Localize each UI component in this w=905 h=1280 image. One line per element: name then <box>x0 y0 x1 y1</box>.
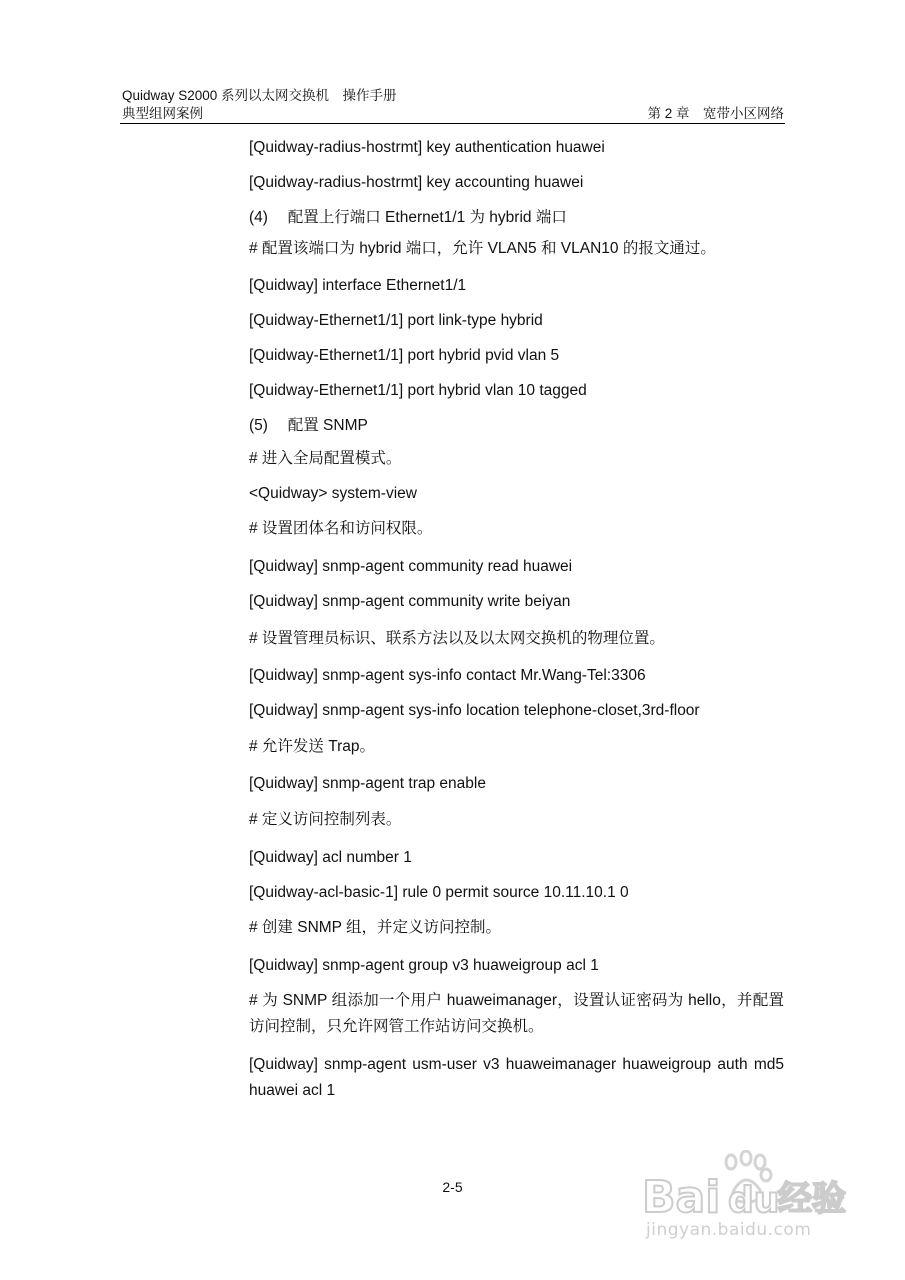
comment-line: # 进入全局配置模式。 <box>249 450 402 467</box>
comment-line: # 配置该端口为 hybrid 端口，允许 VLAN5 和 VLAN10 的报文通过。 <box>249 240 716 257</box>
comment-line: # 创建 SNMP 组，并定义访问控制。 <box>249 919 502 936</box>
step-heading: (5) 配置 SNMP <box>249 417 368 434</box>
comment-line: # 设置管理员标识、联系方法以及以太网交换机的物理位置。 <box>249 630 665 647</box>
baidu-logo-icon <box>636 1150 866 1220</box>
manual-title: Quidway S2000 系列以太网交换机 操作手册 <box>122 88 397 103</box>
svg-text:经验: 经验 <box>778 1179 846 1219</box>
config-line: <Quidway> system-view <box>249 485 417 502</box>
comment-line: # 定义访问控制列表。 <box>249 811 402 828</box>
config-line: [Quidway-Ethernet1/1] port link-type hybrid <box>249 312 543 329</box>
config-line: [Quidway] snmp-agent community write beiyan <box>249 593 571 610</box>
header-divider <box>120 123 785 124</box>
svg-text:Bai: Bai <box>642 1172 721 1220</box>
comment-line: # 设置团体名和访问权限。 <box>249 520 433 537</box>
page-number: 2-5 <box>442 1179 463 1195</box>
config-paragraph: [Quidway] snmp-agent usm-user v3 huaweimanager huaweigroup auth md5 huawei acl 1 <box>249 1056 784 1099</box>
section-title: 典型组网案例 <box>122 106 203 121</box>
config-line: [Quidway-acl-basic-1] rule 0 permit source 10.11.10.1 0 <box>249 884 629 901</box>
comment-line: # 允许发送 Trap。 <box>249 738 376 755</box>
config-line: [Quidway] snmp-agent community read huawei <box>249 558 573 575</box>
config-line: [Quidway] snmp-agent trap enable <box>249 775 486 792</box>
watermark-url: jingyan.baidu.com <box>646 1220 812 1240</box>
config-line: [Quidway-Ethernet1/1] port hybrid vlan 10 tagged <box>249 382 587 399</box>
config-line: [Quidway] interface Ethernet1/1 <box>249 277 467 294</box>
config-line: [Quidway-radius-hostrmt] key accounting huawei <box>249 174 584 191</box>
config-line: [Quidway] snmp-agent sys-info location telephone-closet,3rd-floor <box>249 702 700 719</box>
comment-paragraph: # 为 SNMP 组添加一个用户 huaweimanager，设置认证密码为 hello，并配置访问控制，只允许网管工作站访问交换机。 <box>249 992 784 1035</box>
svg-text:du: du <box>728 1180 780 1220</box>
step-heading: (4) 配置上行端口 Ethernet1/1 为 hybrid 端口 <box>249 209 567 226</box>
config-line: [Quidway-Ethernet1/1] port hybrid pvid vlan 5 <box>249 347 560 364</box>
baidu-jingyan-watermark <box>636 1150 866 1262</box>
config-line: [Quidway] snmp-agent sys-info contact Mr.Wang-Tel:3306 <box>249 667 646 684</box>
chapter-title: 第 2 章 宽带小区网络 <box>647 106 784 121</box>
config-line: [Quidway] snmp-agent group v3 huaweigroup acl 1 <box>249 957 599 974</box>
config-line: [Quidway] acl number 1 <box>249 849 412 866</box>
config-line: [Quidway-radius-hostrmt] key authentication huawei <box>249 139 605 156</box>
